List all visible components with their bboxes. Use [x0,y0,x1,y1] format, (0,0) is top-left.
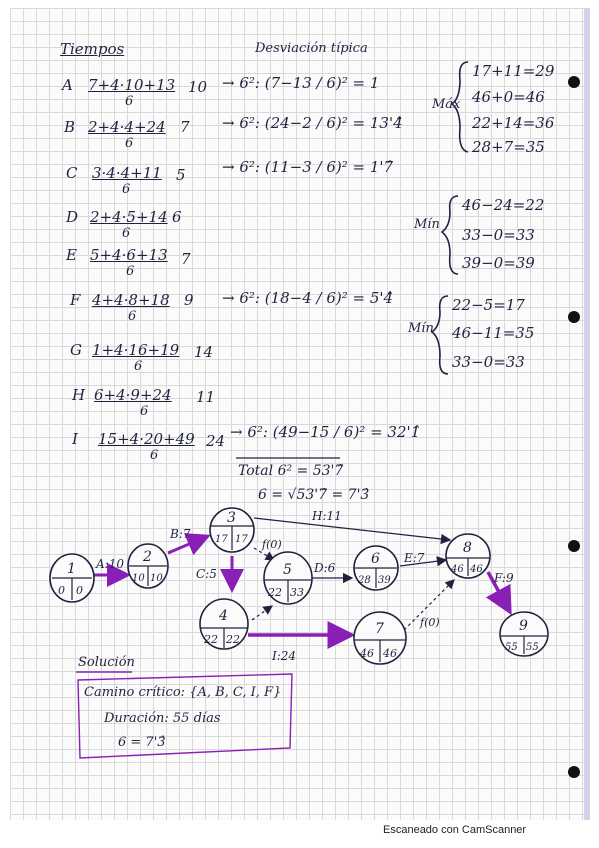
variance-sigma: 6 = √53'7̂ = 7'3̂ [258,487,370,503]
min1-line: 39−0=39 [462,254,535,272]
activity-d-res: 6 [172,208,182,226]
activity-f-den: 6 [128,309,137,324]
activity-e-name: E [66,246,77,264]
node-6 [354,546,398,590]
activity-e-res: 7 [181,250,191,268]
activity-i-den: 6 [150,448,159,463]
node-id: 6 [371,551,380,567]
activity-a-den: 6 [125,94,134,109]
min-label-1: Mín [414,217,440,232]
activity-g-den: 6 [134,359,143,374]
min-brace-2 [432,296,448,374]
activity-b-den: 6 [125,136,134,151]
node-id: 9 [519,618,528,634]
activity-a-name: A [62,76,73,94]
activity-g-res: 14 [194,343,214,361]
min1-line: 46−24=22 [462,196,545,214]
node-early: 10 [132,573,145,584]
node-7 [354,612,406,664]
activity-e-num: 5+4·6+13 [90,246,168,264]
activity-i-name: I [72,430,78,448]
activity-c-name: C [66,164,78,182]
max-line: 22+14=36 [472,114,555,132]
min2-line: 33−0=33 [452,353,525,371]
variance-i: → 6²: (49−15 / 6)² = 32'1̂ [230,423,421,441]
activity-a-num: 7+4·10+13 [88,76,176,94]
node-late: 46 [383,647,397,660]
node-id: 8 [463,540,472,556]
node-2 [128,544,168,588]
activity-g-name: G [70,341,82,359]
activity-f-res: 9 [184,291,194,309]
activity-d-name: D [66,208,79,226]
node-8 [446,534,490,578]
activity-h-res: 11 [196,388,216,406]
max-label: Máx [432,97,461,112]
node-id: 4 [219,608,228,624]
max-line: 17+11=29 [472,62,555,80]
activity-a-res: 10 [188,78,208,96]
node-late: 10 [150,573,163,584]
node-9 [500,612,548,656]
max-line: 46+0=46 [472,88,545,106]
scanner-watermark: Escaneado con CamScanner [383,824,527,836]
edge-a-label: A:10 [96,557,124,571]
min2-line: 46−11=35 [452,324,535,342]
activity-b-num: 2+4·4+24 [88,118,166,136]
node-id: 3 [227,510,236,526]
edge-d-label: D:6 [314,561,336,575]
variance-a: → 6²: (7−13 / 6)² = 1 [222,74,380,92]
edge-f-label: F:9 [494,571,514,585]
node-early: 55 [505,642,518,653]
node-late: 46 [470,564,483,575]
edge-dummy-label: f(0) [262,538,282,551]
activity-f-name: F [70,291,81,309]
node-early: 46 [451,564,464,575]
edge-h-label: H:11 [312,509,342,523]
activity-c-den: 6 [122,182,131,197]
variance-total: Total 6² = 53'7̂ [238,463,344,479]
activity-c-res: 5 [176,166,186,184]
node-id: 5 [283,562,292,578]
node-4 [200,599,248,649]
activity-d-den: 6 [122,226,131,241]
variance-c: → 6²: (11−3 / 6)² = 1'7̂ [222,158,394,176]
activity-h-num: 6+4·9+24 [94,386,172,404]
critical-path: Camino crítico: {A, B, C, I, F} [84,685,282,700]
edge-b-label: B:7 [170,527,191,541]
solution-title: Solución [78,655,135,670]
node-late: 33 [290,586,304,599]
node-early: 46 [360,647,374,660]
min-brace-1 [442,196,458,274]
variance-f: → 6²: (18−4 / 6)² = 5'4̂ [222,289,394,307]
activity-f-num: 4+4·8+18 [92,291,170,309]
activity-e-den: 6 [126,264,135,279]
node-early: 17 [215,534,228,545]
activity-i-res: 24 [206,432,226,450]
edge-dummy-2 [252,606,272,620]
min1-line: 33−0=33 [462,226,535,244]
node-1 [50,554,94,602]
desviacion-heading: Desviación típica [255,41,368,56]
node-early: 28 [358,575,371,586]
node-id: 2 [143,549,152,565]
min2-line: 22−5=17 [452,296,525,314]
activity-b-name: B [64,118,76,136]
node-early: 22 [268,586,282,599]
activity-d-num: 2+4·5+14 [90,208,168,226]
solution-sigma: 6 = 7'3̂ [118,735,166,750]
project-duration: Duración: 55 días [104,711,221,726]
node-id: 1 [67,561,76,577]
max-brace [452,62,468,152]
min-label-2: Mín [408,321,434,336]
edge-e-label: E:7 [404,551,425,565]
node-3 [210,508,254,552]
activity-c-num: 3·4·4+11 [92,164,162,182]
tiempos-heading: Tiempos [60,40,125,58]
node-late: 22 [226,633,240,646]
edge-dummy-label: f(0) [420,616,440,629]
activity-i-num: 15+4·20+49 [98,430,195,448]
edge-h [254,518,450,540]
edge-c-label: C:5 [196,567,217,581]
max-line: 28+7=35 [472,138,545,156]
activity-h-den: 6 [140,404,149,419]
activity-h-name: H [72,386,86,404]
node-early: 0 [58,584,65,597]
node-late: 17 [235,534,248,545]
node-late: 0 [76,584,83,597]
node-late: 55 [526,642,539,653]
node-id: 7 [375,621,384,637]
node-5 [264,552,312,604]
node-early: 22 [204,633,218,646]
variance-b: → 6²: (24−2 / 6)² = 13'4̂ [222,114,403,132]
edge-i-label: I:24 [272,649,297,663]
activity-g-num: 1+4·16+19 [92,341,180,359]
node-late: 39 [378,575,391,586]
activity-b-res: 7 [180,118,190,136]
